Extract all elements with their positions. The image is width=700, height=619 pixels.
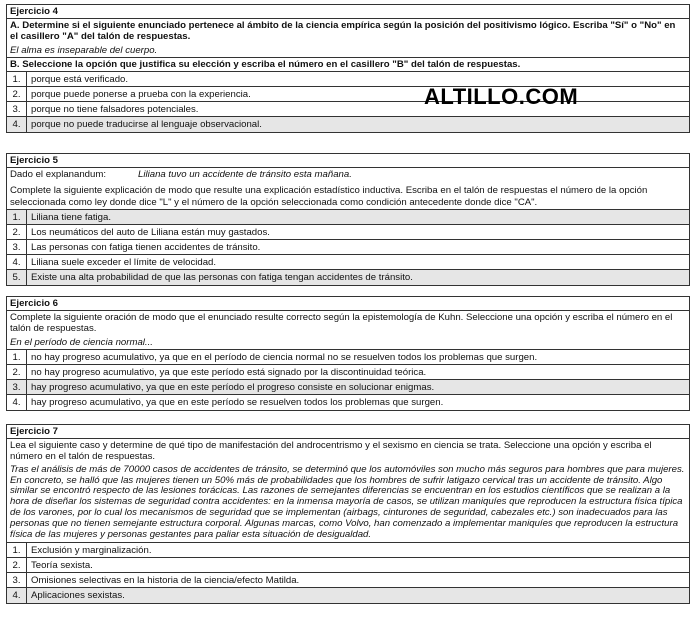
exercise-title: Ejercicio 5 — [7, 154, 689, 168]
option-row — [7, 102, 689, 117]
option-row — [7, 225, 689, 240]
option-number: 4. — [7, 588, 27, 603]
option-row — [7, 543, 689, 558]
option-row — [7, 350, 689, 365]
option-number: 1. — [7, 350, 27, 364]
option-number: 5. — [7, 270, 27, 285]
option-number: 2. — [7, 225, 27, 239]
exercise-title: Ejercicio 6 — [7, 297, 689, 311]
explanandum-text: Liliana tuvo un accidente de tránsito esta mañana. — [138, 169, 352, 181]
exercise-title: Ejercicio 7 — [7, 425, 689, 439]
option-number: 1. — [7, 72, 27, 86]
watermark-logo: ALTILLO.COM — [424, 84, 579, 109]
option-row — [7, 72, 689, 87]
instructions: Complete la siguiente oración de modo que el enunciado resulte correcto según la epistemología de Kuhn. Seleccione una opción y escriba el número en el talón de respuestas. — [10, 312, 673, 335]
option-text: Teoría sexista. — [31, 559, 93, 571]
option-text: Existe una alta probabilidad de que las personas con fatiga tengan accidentes de tránsito. — [31, 271, 413, 283]
option-row — [7, 380, 689, 395]
option-row — [7, 588, 689, 603]
exercise-5 — [6, 153, 690, 286]
option-row — [7, 270, 689, 285]
exercise-title: Ejercicio 4 — [7, 5, 689, 19]
option-row — [7, 210, 689, 225]
exercise-4 — [6, 4, 690, 133]
option-text: no hay progreso acumulativo, ya que en el período de ciencia normal no se resuelven todos los problemas que surgen. — [31, 351, 538, 363]
option-text: porque puede ponerse a prueba con la experiencia. — [31, 89, 251, 101]
case-text: Tras el análisis de más de 70000 casos de accidentes de tránsito, se determinó que los automóviles son mucho más seguros para hombres que para mujeres. En concreto, se halló que las mujeres tienen un 50% más de probabilidades que los hombres de sufrir latigazo cervical tras un accidente de tránsito. Algo similar se encontró respecto de las lesiones torácicas. Las razones de semejantes diferencias se encuentran en los estudios científicos que se realizan a la hora de diseñar los sistemas de seguridad contra accidentes: en la inmensa mayoría de casos, se utilizan maniquíes que reproducen la estructura física típica de los varones, por lo cual los mecanismos de seguridad que se implementan (airbags, cinturones de seguridad, cabezales etc.) son inadecuados para las personas que no tienen semejante estructura corporal. Algunas marcas, como Volvo, han comenzado a implementar maniquíes que reproducen la estructura física de las mujeres y personas gestantes para paliar esta situación de desigualdad. — [7, 464, 689, 543]
option-row — [7, 87, 689, 102]
option-text: hay progreso acumulativo, ya que en este período el progreso consiste en solucionar enigmas. — [31, 381, 435, 393]
option-row — [7, 365, 689, 380]
option-number: 3. — [7, 240, 27, 254]
option-text: Exclusión y marginalización. — [31, 544, 152, 556]
option-row — [7, 117, 689, 132]
option-text: porque no puede traducirse al lenguaje observacional. — [31, 119, 262, 131]
option-row — [7, 240, 689, 255]
option-number: 1. — [7, 543, 27, 557]
option-number: 2. — [7, 365, 27, 379]
instructions: Lea el siguiente caso y determine de qué tipo de manifestación del androcentrismo y el sexismo en ciencia se trata. Seleccione una opción y escriba el número en el talón de respuestas. — [10, 440, 652, 463]
option-text: Liliana tiene fatiga. — [31, 211, 112, 223]
explanandum-line — [7, 168, 689, 181]
option-number: 2. — [7, 87, 27, 101]
exercise-6 — [6, 296, 690, 411]
option-number: 4. — [7, 117, 27, 132]
option-text: Aplicaciones sexistas. — [31, 589, 125, 601]
lead-sentence: En el período de ciencia normal... — [7, 336, 689, 350]
option-row — [7, 558, 689, 573]
option-text: Liliana suele exceder el límite de velocidad. — [31, 256, 217, 268]
option-number: 4. — [7, 395, 27, 410]
option-text: hay progreso acumulativo, ya que en este período se resuelven todos los problemas que surgen. — [31, 396, 444, 408]
explanandum-label: Dado el explanandum: — [10, 169, 107, 181]
option-number: 3. — [7, 380, 27, 394]
option-number: 3. — [7, 102, 27, 116]
statement: El alma es inseparable del cuerpo. — [7, 44, 689, 58]
option-row — [7, 395, 689, 410]
option-text: Omisiones selectivas en la historia de la ciencia/efecto Matilda. — [31, 574, 300, 586]
option-text: porque no tiene falsadores potenciales. — [31, 104, 199, 116]
option-number: 1. — [7, 210, 27, 224]
exercise-7 — [6, 424, 690, 604]
option-row — [7, 573, 689, 588]
option-text: no hay progreso acumulativo, ya que este período está signado por la discontinuidad teórica. — [31, 366, 427, 378]
option-number: 2. — [7, 558, 27, 572]
option-number: 3. — [7, 573, 27, 587]
option-row — [7, 255, 689, 270]
option-number: 4. — [7, 255, 27, 269]
instructions: Complete la siguiente explicación de modo que resulte una explicación estadístico inductiva. Escriba en el talón de respuestas el número de la opción seleccionada como ley donde dice "L" y el número de la opción seleccionada como condición antecedente donde dice "CA". — [7, 181, 689, 209]
option-text: porque está verificado. — [31, 74, 129, 86]
part-a-instructions: A. Determine si el siguiente enunciado pertenece al ámbito de la ciencia empírica según la posición del positivismo lógico. Escriba "Sí" o "No" en el casillero "A" del talón de respuestas. — [10, 20, 676, 43]
part-b-instructions: B. Seleccione la opción que justifica su elección y escriba el número en el casillero "B" del talón de respuestas. — [7, 58, 689, 72]
option-text: Los neumáticos del auto de Liliana están muy gastados. — [31, 226, 270, 238]
option-text: Las personas con fatiga tienen accidentes de tránsito. — [31, 241, 261, 253]
